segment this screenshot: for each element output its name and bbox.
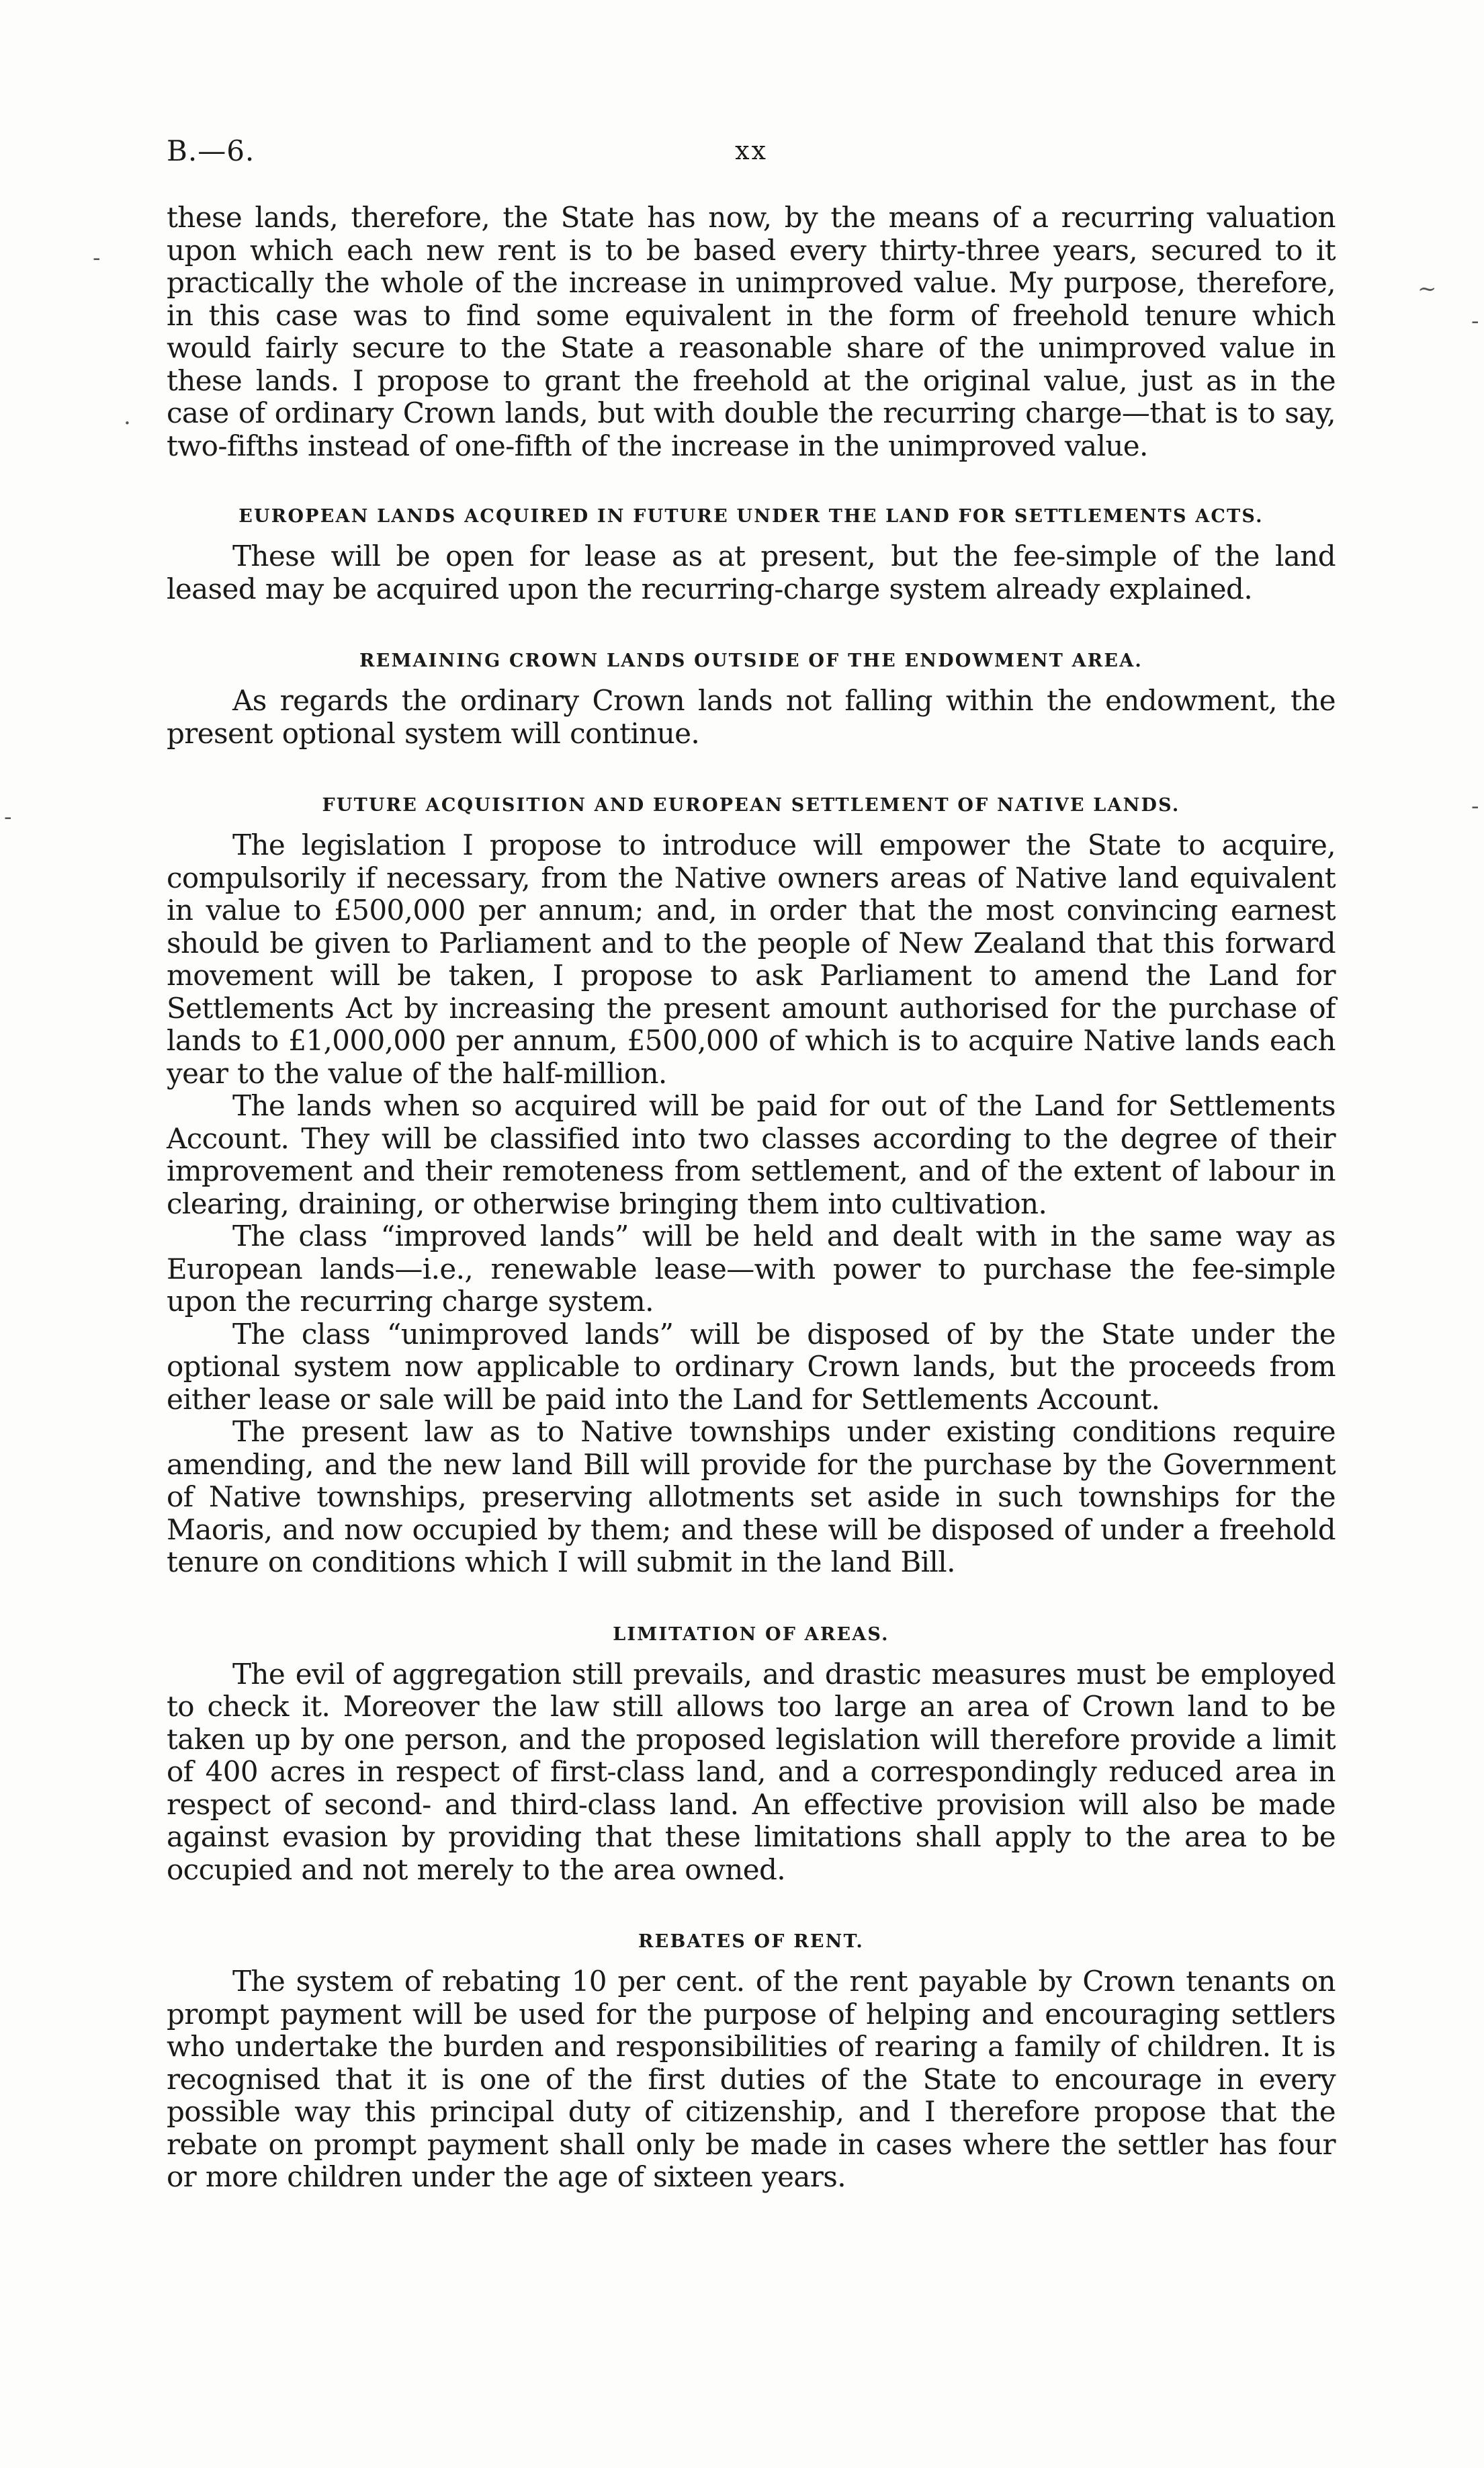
paragraph: The lands when so acquired will be paid for out of the Land for Settlements Account. They will be classified into two classes according to the degree of their improvement and their remoteness from settlement, and of the extent of labour in clearing, draining, or otherwise bringing them into cultivation. — [167, 1089, 1336, 1220]
paragraph: These will be open for lease as at present, but the fee-simple of the land leased may be acquired upon the recurring-charge system already explained. — [167, 540, 1336, 605]
margin-mark: - — [4, 804, 12, 831]
section-european-lands — [167, 505, 1336, 605]
page-number: xx — [735, 136, 768, 165]
margin-mark: ~ — [1417, 275, 1437, 302]
paragraph: The system of rebating 10 per cent. of the rent payable by Crown tenants on prompt payment will be used for the purpose of helping and encouraging settlers who undertake the burden and responsibilities of rearing a family of children. It is recognised that it is one of the first duties of the State to encourage in every possible way this principal duty of citizenship, and I therefore propose that the rebate on prompt payment shall only be made in cases where the settler has four or more children under the age of sixteen years. — [167, 1965, 1336, 2193]
section-heading: FUTURE ACQUISITION AND EUROPEAN SETTLEMENT OF NATIVE LANDS. — [322, 795, 1180, 816]
paragraph: The evil of aggregation still prevails, and drastic measures must be employed to check it. Moreover the law still allows too large an area of Crown land to be taken up by one person, and the proposed legislation will therefore provide a limit of 400 acres in respect of first-class land, and a correspondingly reduced area in respect of second- and third-class land. An effective provision will also be made against evasion by providing that these limitations shall apply to the area to be occupied and not merely to the area owned. — [167, 1657, 1336, 1886]
section-remaining-crown-lands — [167, 650, 1336, 750]
section-intro-continued — [167, 202, 1336, 462]
paragraph: The class “improved lands” will be held and dealt with in the same way as European lands—i.e., renewable lease—with power to purchase the fee-simple upon the recurring charge system. — [167, 1220, 1336, 1318]
margin-mark: · — [124, 410, 131, 437]
section-heading: REMAINING CROWN LANDS OUTSIDE OF THE ENDOWMENT AREA. — [359, 650, 1143, 671]
paragraph: As regards the ordinary Crown lands not falling within the endowment, the present optional system will continue. — [167, 684, 1336, 750]
margin-mark: - — [1471, 793, 1479, 820]
document-reference: B.—6. — [167, 134, 255, 167]
section-native-lands — [167, 794, 1336, 1579]
paragraph: The present law as to Native townships under existing conditions require amending, and the new land Bill will provide for the purchase by the Government of Native townships, preserving allotments set aside in such townships for the Maoris, and now occupied by them; and these will be disposed of under a freehold tenure on conditions which I will submit in the land Bill. — [167, 1415, 1336, 1578]
paragraph: The legislation I propose to introduce will empower the State to acquire, compulsorily if necessary, from the Native owners areas of Native land equivalent in value to £500,000 per annum; and, in order that the most convincing earnest should be given to Parliament and to the people of New Zealand that this forward movement will be taken, I propose to ask Parliament to amend the Land for Settlements Act by increasing the present amount authorised for the purchase of lands to £1,000,000 per annum, £500,000 of which is to acquire Native lands each year to the value of the half-million. — [167, 828, 1336, 1090]
document-body — [167, 202, 1336, 2194]
margin-mark: - — [1471, 308, 1479, 335]
section-heading: LIMITATION OF AREAS. — [613, 1623, 889, 1645]
section-heading: REBATES OF RENT. — [638, 1931, 864, 1952]
section-heading: EUROPEAN LANDS ACQUIRED IN FUTURE UNDER THE LAND FOR SETTLEMENTS ACTS. — [238, 506, 1264, 527]
margin-mark: - — [93, 245, 101, 271]
paragraph: these lands, therefore, the State has now, by the means of a recurring valuation upon which each new rent is to be based every thirty-three years, secured to it practically the whole of the increase in unimproved value. My purpose, therefore, in this case was to find some equivalent in the form of freehold tenure which would fairly secure to the State a reasonable share of the unimproved value in these lands. I propose to grant the freehold at the original value, just as in the case of ordinary Crown lands, but with double the recurring charge—that is to say, two-fifths instead of one-fifth of the increase in the unimproved value. — [167, 201, 1336, 462]
page-header — [167, 134, 1336, 175]
section-limitation-of-areas — [167, 1623, 1336, 1887]
paragraph: The class “unimproved lands” will be disposed of by the State under the optional system now applicable to ordinary Crown lands, but the proceeds from either lease or sale will be paid into the Land for Settlements Account. — [167, 1317, 1336, 1416]
section-rebates-of-rent — [167, 1930, 1336, 2194]
